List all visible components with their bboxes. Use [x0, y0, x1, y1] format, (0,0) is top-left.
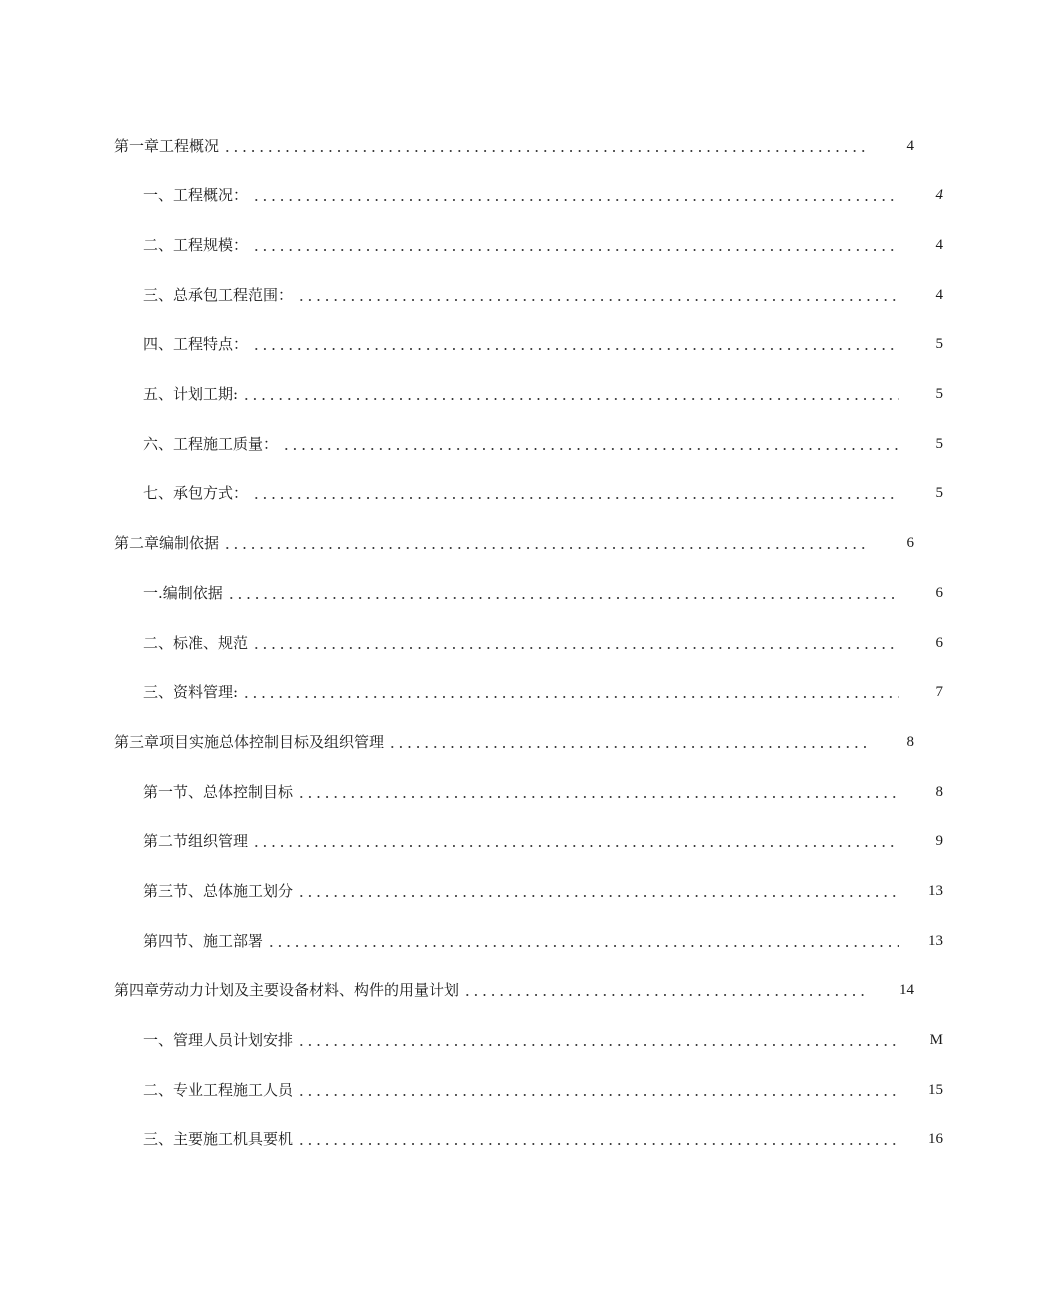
toc-entry[interactable] — [0, 877, 1063, 901]
toc-dot-leader — [267, 945, 899, 947]
toc-entry[interactable] — [0, 281, 1063, 305]
toc-entry-title: 一、工程概况： — [143, 186, 249, 204]
toc-entry-title: 第四节、施工部署 — [143, 932, 264, 950]
toc-dot-leader — [282, 448, 899, 450]
toc-entry-page: 4 — [906, 138, 914, 154]
toc-dot-leader — [242, 398, 899, 400]
toc-entry-chapter-4[interactable] — [0, 976, 1034, 1000]
toc-entry-title: 一、管理人员计划安排 — [143, 1031, 294, 1049]
toc-entry-title: 六、工程施工质量： — [143, 435, 279, 453]
toc-entry-title: 第三节、总体施工划分 — [143, 882, 294, 900]
toc-dot-leader — [227, 597, 899, 599]
toc-entry-title: 三、主要施工机具要机 — [143, 1130, 294, 1148]
toc-entry-page: 5 — [935, 386, 943, 402]
toc-dot-leader — [388, 746, 870, 748]
toc-entry-title: 五、计划工期: — [143, 385, 239, 403]
toc-dot-leader — [297, 1094, 899, 1096]
toc-entry-page: 15 — [928, 1082, 943, 1098]
toc-dot-leader — [242, 696, 899, 698]
toc-entry-page: 4 — [935, 287, 943, 303]
toc-entry-page: 5 — [935, 336, 943, 352]
toc-entry[interactable] — [0, 181, 1063, 205]
toc-dot-leader — [252, 348, 899, 350]
toc-entry[interactable] — [0, 1026, 1063, 1050]
toc-entry[interactable] — [0, 1076, 1063, 1100]
toc-entry[interactable] — [0, 579, 1063, 603]
toc-entry-page: 16 — [928, 1131, 943, 1147]
toc-entry-page: 13 — [928, 933, 943, 949]
toc-entry-page: 5 — [935, 436, 943, 452]
toc-dot-leader — [297, 796, 899, 798]
toc-entry-page: 9 — [935, 833, 943, 849]
toc-dot-leader — [252, 249, 899, 251]
toc-entry-title: 二、专业工程施工人员 — [143, 1081, 294, 1099]
toc-entry-page: 6 — [935, 635, 943, 651]
toc-entry-page: 13 — [928, 883, 943, 899]
toc-entry-page: 6 — [906, 535, 914, 551]
toc-dot-leader — [223, 547, 870, 549]
toc-entry-title: 二、标准、规范 — [143, 634, 249, 652]
toc-entry-page: 7 — [935, 684, 943, 700]
toc-dot-leader — [297, 895, 899, 897]
toc-entry-title: 第一章工程概况 — [114, 137, 220, 155]
toc-dot-leader — [252, 199, 899, 201]
toc-entry[interactable] — [0, 629, 1063, 653]
toc-dot-leader — [297, 299, 899, 301]
toc-entry-title: 四、工程特点： — [143, 335, 249, 353]
toc-dot-leader — [252, 845, 899, 847]
toc-dot-leader — [252, 497, 899, 499]
toc-entry-title: 二、工程规模： — [143, 236, 249, 254]
toc-dot-leader — [297, 1044, 899, 1046]
toc-entry-page: 14 — [899, 982, 914, 998]
toc-entry-chapter-3[interactable] — [0, 728, 1034, 752]
toc-entry-page: 8 — [906, 734, 914, 750]
toc-entry-title: 一.编制依据 — [143, 584, 223, 602]
toc-entry[interactable] — [0, 678, 1063, 702]
toc-entry-page: 4 — [935, 187, 943, 203]
toc-entry-title: 第三章项目实施总体控制目标及组织管理 — [114, 733, 385, 751]
toc-entry-page: 8 — [935, 784, 943, 800]
toc-dot-leader — [252, 647, 899, 649]
toc-entry-page: 6 — [935, 585, 943, 601]
toc-entry[interactable] — [0, 927, 1063, 951]
toc-dot-leader — [223, 150, 870, 152]
toc-entry-title: 第一节、总体控制目标 — [143, 783, 294, 801]
toc-entry[interactable] — [0, 479, 1063, 503]
toc-entry[interactable] — [0, 380, 1063, 404]
toc-entry-title: 三、资料管理: — [143, 683, 239, 701]
toc-entry[interactable] — [0, 330, 1063, 354]
toc-entry[interactable] — [0, 827, 1063, 851]
toc-entry-title: 第四章劳动力计划及主要设备材料、构件的用量计划 — [114, 981, 460, 999]
toc-entry-page: 4 — [935, 237, 943, 253]
toc-entry[interactable] — [0, 1125, 1063, 1149]
toc-entry[interactable] — [0, 778, 1063, 802]
toc-entry[interactable] — [0, 231, 1063, 255]
toc-entry-title: 第二章编制依据 — [114, 534, 220, 552]
toc-dot-leader — [463, 994, 870, 996]
toc-entry-title: 七、承包方式： — [143, 484, 249, 502]
toc-entry-chapter-2[interactable] — [0, 529, 1034, 553]
toc-entry-page: 5 — [935, 485, 943, 501]
toc-entry-page: M — [929, 1032, 943, 1048]
toc-dot-leader — [297, 1143, 899, 1145]
toc-entry-title: 第二节组织管理 — [143, 832, 249, 850]
toc-entry[interactable] — [0, 430, 1063, 454]
toc-entry-title: 三、总承包工程范围： — [143, 286, 294, 304]
toc-entry-chapter-1[interactable] — [0, 132, 1034, 156]
